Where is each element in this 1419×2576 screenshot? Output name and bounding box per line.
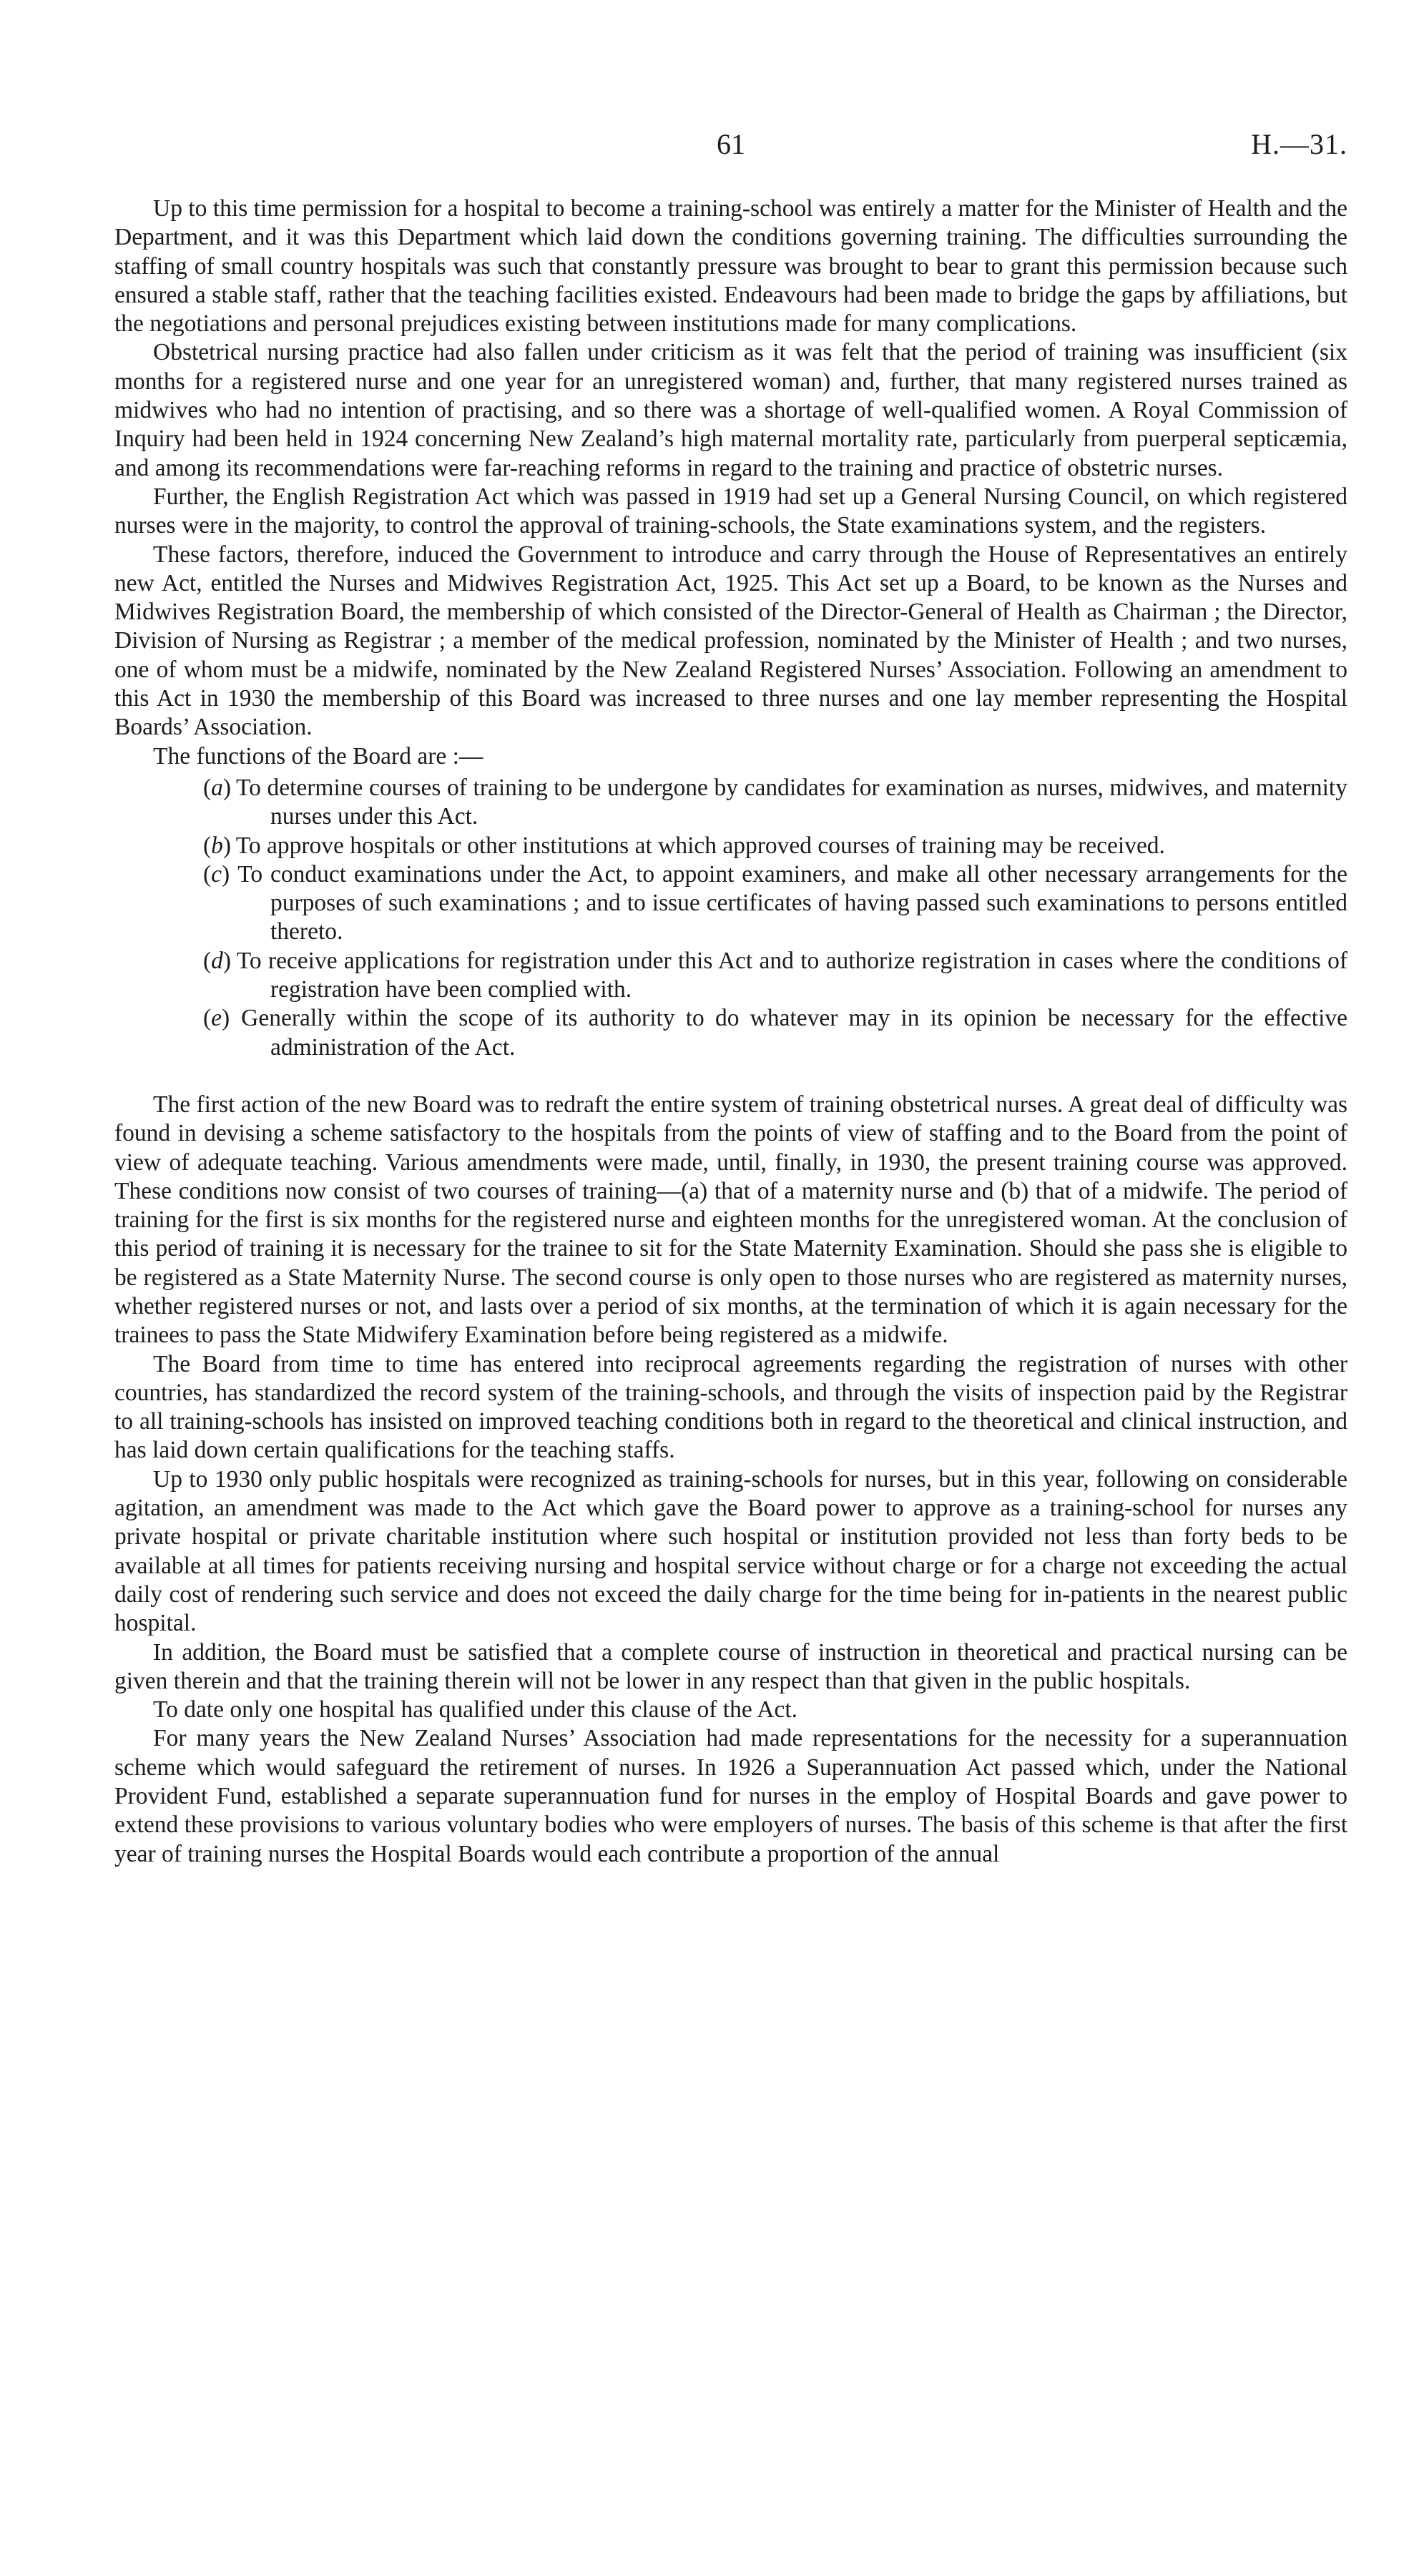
body-text bbox=[114, 195, 1347, 1869]
function-item bbox=[114, 947, 1347, 1005]
function-label: (c) bbox=[203, 860, 230, 888]
board-functions-list bbox=[114, 774, 1347, 1062]
paragraph-superannuation: For many years the New Zealand Nurses’ Association had made representations for the necessity for a superannuation scheme which would safeguard the retirement of nurses. In 1926 a Superannuation Act passed which, under the National Provident Fund, established a separate superannuation fund for nurses in the employ of Hospital Boards and gave power to extend these provisions to various voluntary bodies who were employers of nurses. The basis of this scheme is that after the first year of training nurses the Hospital Boards would each contribute a proportion of the annual bbox=[114, 1725, 1347, 1867]
page-header bbox=[114, 127, 1347, 170]
page-number: 61 bbox=[717, 128, 745, 160]
function-item bbox=[114, 774, 1347, 832]
paragraph-reciprocal-agreements: The Board from time to time has entered into reciprocal agreements regarding the registration of nurses with other countries, has standardized the record system of the training-schools, and through the visits of inspection paid by the Registrar to all training-schools has insisted on improved teaching conditions both in regard to the theoretical and clinical instruction, and has laid down certain qualifications for the teaching staffs. bbox=[114, 1350, 1347, 1464]
function-item bbox=[114, 832, 1347, 860]
function-text: To determine courses of training to be undergone by candidates for examination as nurses, midwives, and maternity nurses under this Act. bbox=[235, 774, 1347, 830]
function-text: To receive applications for registration under this Act and to authorize registration in cases where the conditions of registration have been complied with. bbox=[236, 947, 1347, 1003]
paragraph-training-school-permission: Up to this time permission for a hospital to become a training-school was entirely a matter for the Minister of Health and the Department, and it was this Department which laid down the conditions governing training. The difficulties surrounding the staffing of small country hospitals was such that constantly pressure was brought to bear to grant this permission because such ensured a stable staff, rather that the teaching facilities existed. Endeavours had been made to bridge the gaps by affiliations, but the negotiations and personal prejudices existing between institutions made for many complications. bbox=[114, 195, 1347, 338]
function-label: (e) bbox=[203, 1005, 230, 1032]
paragraph-one-hospital-qualified: To date only one hospital has qualified under this clause of the Act. bbox=[153, 1696, 797, 1724]
paragraph-obstetrical-nursing: Obstetrical nursing practice had also fallen under criticism as it was felt that the period of training was insufficient (six months for a registered nurse and one year for an unregistered woman) and, further, that many registered nurses trained as midwives who had no intention of practising, and so there was a shortage of well-qualified women. A Royal Commission of Inquiry had been held in 1924 concerning New Zealand’s high maternal mortality rate, particularly from puerperal septicæmia, and among its recommendations were far-reaching reforms in regard to the training and practice of obstetric nurses. bbox=[114, 339, 1347, 481]
paragraph-functions-intro: The functions of the Board are :— bbox=[153, 742, 483, 770]
function-label: (a) bbox=[203, 774, 232, 801]
function-text: To conduct examinations under the Act, to appoint examiners, and make all other necessary arrangements for the purposes of such examinations ; and to issue certificates of having passed such examinations to persons entitled thereto. bbox=[237, 860, 1347, 945]
paragraph-english-registration-act: Further, the English Registration Act which was passed in 1919 had set up a General Nursing Council, on which registered nurses were in the majority, to control the approval of training-schools, the State examinations system, and the registers. bbox=[114, 483, 1347, 539]
paragraph-private-hospitals-amendment: Up to 1930 only public hospitals were recognized as training-schools for nurses, but in this year, following on considerable agitation, an amendment was made to the Act which gave the Board power to approve as a training-school for nurses any private hospital or private charitable institution where such hospital or institution provided not less than forty beds to be available at all times for patients receiving nursing and hospital service without charge or for a charge not exceeding the actual daily cost of rendering such service and does not exceed the daily charge for the time being for in-patients in the nearest public hospital. bbox=[114, 1465, 1347, 1637]
function-text: To approve hospitals or other institutions at which approved courses of training may be received. bbox=[235, 832, 1165, 859]
function-item bbox=[114, 860, 1347, 947]
paragraph-registration-act-1925: These factors, therefore, induced the Government to introduce and carry through the House of Representatives an entirely new Act, entitled the Nurses and Midwives Registration Act, 1925. This Act set up a Board, to be known as the Nurses and Midwives Registration Board, the membership of which consisted of the Director-General of Health as Chairman ; the Director, Division of Nursing as Registrar ; a member of the medical profession, nominated by the Minister of Health ; and two nurses, one of whom must be a midwife, nominated by the New Zealand Registered Nurses’ Association. Following an amendment to this Act in 1930 the membership of this Board was increased to three nurses and one lay member representing the Hospital Boards’ Association. bbox=[114, 541, 1347, 741]
paragraph-obstetric-training-redraft: The first action of the new Board was to redraft the entire system of training obstetrical nurses. A great deal of difficulty was found in devising a scheme satisfactory to the hospitals from the points of view of staffing and to the Board from the point of view of adequate teaching. Various amendments were made, until, finally, in 1930, the present training course was approved. These conditions now consist of two courses of training—(a) that of a maternity nurse and (b) that of a midwife. The period of training for the first is six months for the registered nurse and eighteen months for the unregistered woman. At the conclusion of this period of training it is necessary for the trainee to sit for the State Maternity Examination. Should she pass she is eligible to be registered as a State Maternity Nurse. The second course is only open to those nurses who are registered as maternity nurses, whether registered nurses or not, and lasts over a period of six months, at the termination of which it is again necessary for the trainees to pass the State Midwifery Examination before being registered as a midwife. bbox=[114, 1091, 1347, 1349]
function-label: (d) bbox=[203, 947, 232, 974]
document-reference: H.—31. bbox=[1251, 128, 1347, 160]
function-text: Generally within the scope of its authority to do whatever may in its opinion be necessary for the effective administration of the Act. bbox=[241, 1005, 1347, 1061]
function-item bbox=[114, 1004, 1347, 1062]
function-label: (b) bbox=[203, 832, 232, 859]
paragraph-board-satisfaction: In addition, the Board must be satisfied that a complete course of instruction in theoretical and practical nursing can be given therein and that the training therein will not be lower in any respect than that given in the public hospitals. bbox=[114, 1638, 1347, 1694]
